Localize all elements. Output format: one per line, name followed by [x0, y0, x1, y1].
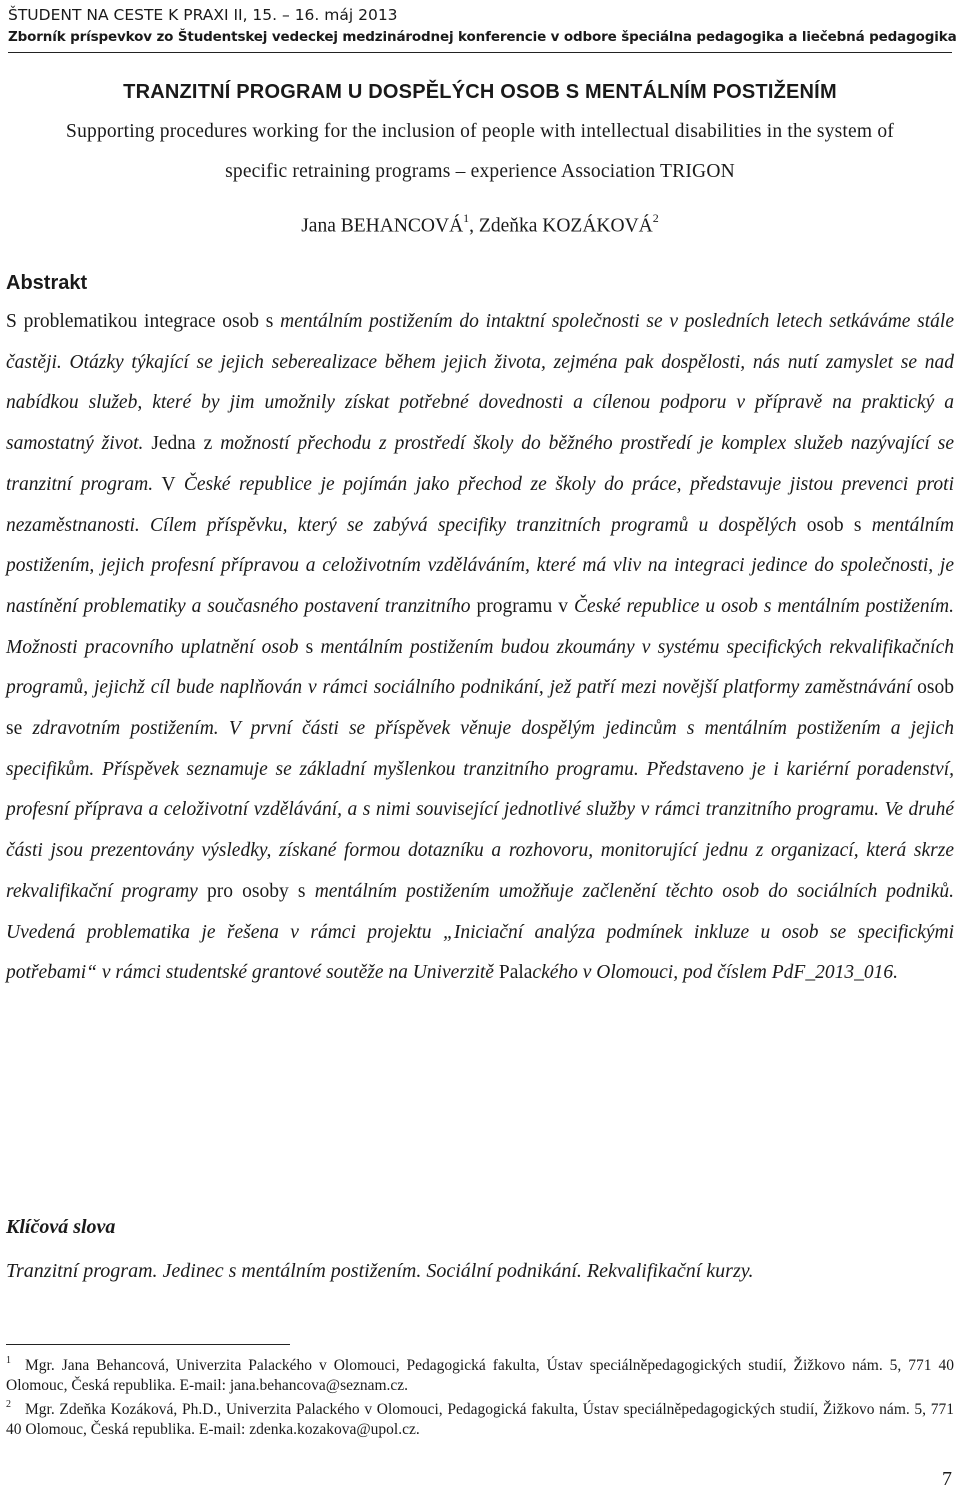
abstract-segment: programu v — [470, 595, 574, 617]
header-rule — [8, 52, 952, 53]
paper-title: TRANZITNÍ PROGRAM U DOSPĚLÝCH OSOB S MENTÁLNÍM POSTIŽENÍM — [123, 81, 837, 103]
abstract-segment: mentálním postižením, jejich profesní přípravou a celoživotním vzděláváním, které má vliv na integraci jedince do společnosti, je nastínění problematiky a současného postavení tranzitního — [6, 514, 955, 617]
footnote-1-mark: 1 — [6, 1355, 11, 1366]
abstract-segment: České republice u osob s mentálním postižením. Možnosti pracovního uplatnění osob — [6, 595, 954, 658]
author-1-footnote-mark: 1 — [463, 211, 470, 225]
abstract-segment: osob se — [6, 677, 955, 740]
abstract-segment: V — [153, 473, 184, 495]
title-block — [0, 72, 960, 247]
abstract-segment: Pala — [493, 962, 533, 984]
author-2-footnote-mark: 2 — [652, 211, 659, 225]
footnote-rule — [6, 1344, 290, 1345]
abstract-segment: osoby s — [242, 880, 315, 902]
abstract-segment: ckého v Olomouci, pod číslem PdF_2013_016. — [532, 962, 898, 984]
keywords-heading: Klíčová slova — [6, 1216, 116, 1238]
author-2-name: Zdeňka KOZÁKOVÁ — [478, 215, 653, 237]
author-1-name: Jana BEHANCOVÁ — [301, 215, 464, 237]
abstract-segment: osob s — [796, 514, 872, 536]
abstract-segment: pro — [197, 880, 243, 902]
english-title — [0, 112, 960, 192]
abstract-segment: S problematikou integrace osob s — [6, 311, 281, 332]
footnote-2 — [6, 1396, 954, 1440]
proceedings-title: Zborník príspevkov zo Študentskej vedeckej medzinárodnej konferencie v odbore špeciálna pedagogika a liečebná pedagogika — [8, 29, 957, 45]
footnotes — [6, 1352, 954, 1440]
footnote-2-text: Mgr. Zdeňka Kozáková, Ph.D., Univerzita Palackého v Olomouci, Pedagogická fakulta, Ústav speciálněpedagogických studií, Žižkovo nám. 5, 771 40 Olomouc, Česká republika. E-mail: zdenka.kozakova@upol.cz. — [6, 1401, 954, 1439]
english-title-text: Supporting procedures working for the inclusion of people with intellectual disabilities in the system of specific retraining programs – experience Association TRIGON — [66, 121, 894, 182]
abstract-segment: České republice je pojímán jako přechod ze školy do práce, představuje jistou prevenci proti nezaměstnanosti. Cílem příspěvku, který se zabývá specifiky tranzitních programů u dospělých — [6, 473, 954, 536]
abstract-segment: zdravotním postižením. V první části se příspěvek věnuje dospělým jedincům s mentálním postižením a jejich specifikům. Příspěvek seznamuje se základní myšlenkou tranzitního programu. Představeno je i kariérní poradenství, profesní příprava a celoživotní vzdělávání, a s nimi související jednotlivé služby v rámci tranzitního programu. Ve druhé části jsou prezentovány výsledky, získané formou dotazníku a rozhovoru, monitorující jednu z organizací, která skrze rekvalifikační programy — [6, 718, 955, 902]
abstract-body — [6, 302, 954, 994]
abstract-segment: mentálním postižením budou zkoumány v systému specifických rekvalifikačních programů, jejichž cíl bude naplňován v rámci sociálního podnikání, jež patří mezi novější platformy zaměstnávání — [6, 636, 954, 699]
abstract-segment: mentálním postižením do intaktní společnosti se v posledních letech setkáváme stále častěji. Otázky týkající se jejich seberealizace během jejich života, zejména pak dospělosti, nás nutí zamyslet se nad nabídkou služeb, které by jim umožnily získat potřebné dovednosti a cílenou podporu v přípravě na praktický a samostatný život. — [6, 311, 954, 455]
footnote-1-text: Mgr. Jana Behancová, Univerzita Palackého v Olomouci, Pedagogická fakulta, Ústav speciálněpedagogických studií, Žižkovo nám. 5, 771 40 Olomouc, Česká republika. E-mail: jana.behancova@seznam.cz. — [6, 1357, 954, 1395]
abstract-segment: Jedna z — [143, 433, 221, 455]
author-line — [0, 200, 960, 247]
abstract-heading: Abstrakt — [6, 272, 88, 294]
footnote-2-mark: 2 — [6, 1399, 11, 1411]
running-head — [8, 4, 957, 48]
abstract-segment: mentálním postižením umožňuje začlenění těchto osob do sociálních podniků. Uvedená problematika je řešena v rámci projektu „Iniciační analýza podmínek inkluze u osob se specifickými potřebami“ v rámci studentské grantové soutěže na Univerzitě — [6, 880, 954, 984]
author-separator: , — [469, 215, 479, 237]
abstract-segment: s — [298, 636, 321, 658]
page-number: 7 — [942, 1468, 952, 1490]
conference-title: ŠTUDENT NA CESTE K PRAXI II, 15. – 16. máj 2013 — [8, 6, 398, 24]
keywords-text: Tranzitní program. Jedinec s mentálním postižením. Sociální podnikání. Rekvalifikační kurzy. — [6, 1260, 754, 1282]
abstract-segment: možností přechodu z prostředí školy do běžného prostředí je komplex služeb nazývající se tranzitní program. — [6, 433, 954, 495]
footnote-1 — [6, 1352, 954, 1396]
